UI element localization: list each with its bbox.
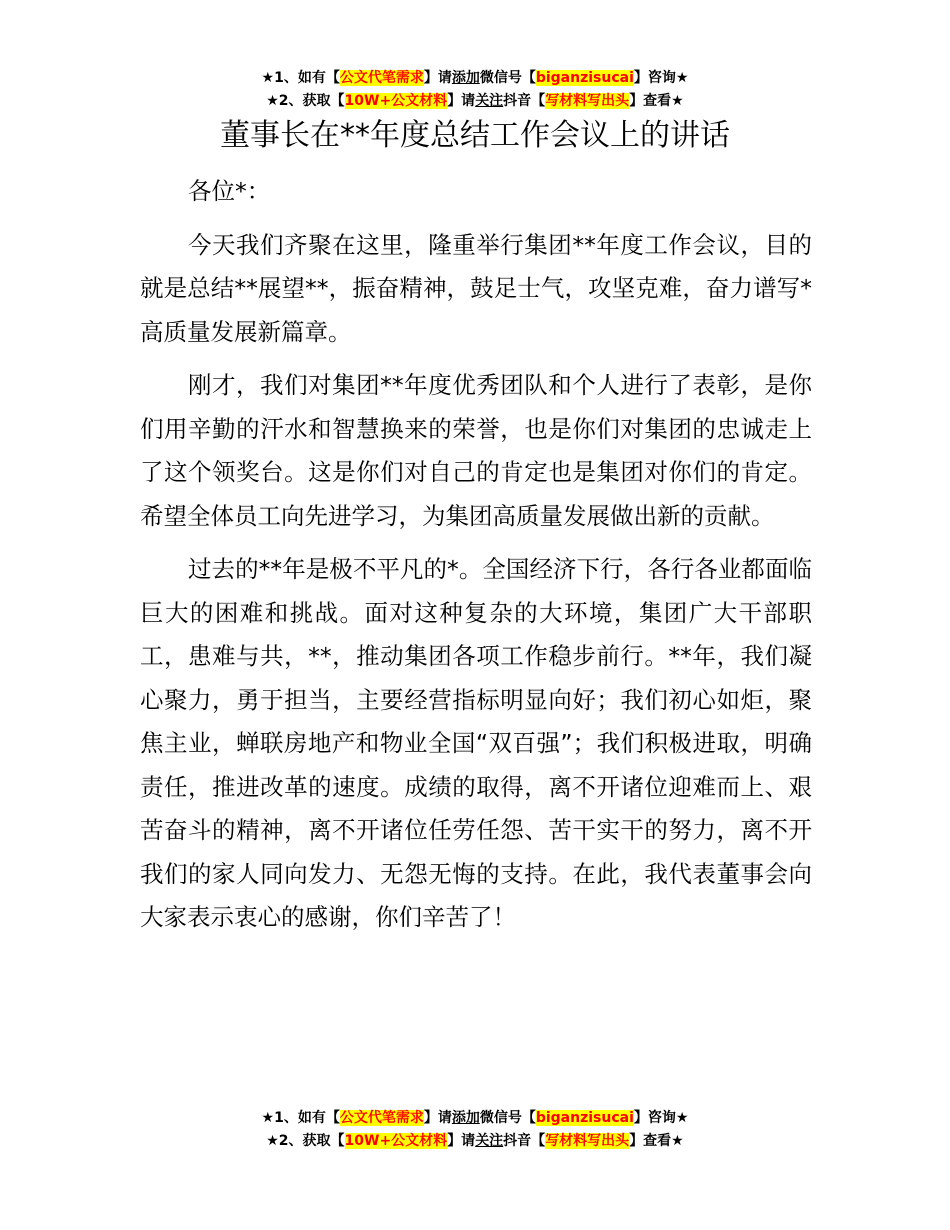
paragraph: 刚才，我们对集团**年度优秀团队和个人进行了表彰，是你们用辛勤的汗水和智慧换来的荣誉，也是你们对集团的忠诚走上了这个领奖台。这是你们对自己的肯定也是集团对你们的肯定。希望全体员工向先进学习，为集团高质量发展做出新的贡献。 — [140, 371, 812, 530]
promo-line-1 — [0, 1107, 950, 1130]
promo-banner-bottom — [0, 1107, 950, 1153]
promo-text: 】咨询★ — [633, 1110, 689, 1126]
promo-banner-top — [0, 67, 950, 113]
promo-text-underlined: 关注 — [475, 1133, 504, 1149]
salutation: 各位*： — [188, 177, 271, 205]
promo-highlight: 公文代笔需求 — [339, 70, 424, 86]
promo-highlight: 10W+公文材料 — [344, 93, 448, 109]
promo-text: 】请 — [447, 93, 476, 109]
promo-text: 微信号【 — [479, 70, 536, 86]
promo-highlight: 10W+公文材料 — [344, 1133, 448, 1149]
promo-text: ★2、获取【 — [266, 93, 345, 109]
promo-text-underlined: 关注 — [475, 93, 504, 109]
document-body — [140, 170, 812, 950]
promo-highlight: 公文代笔需求 — [339, 1110, 424, 1126]
promo-text: 抖音【 — [503, 93, 546, 109]
document-title: 董事长在**年度总结工作会议上的讲话 — [220, 118, 730, 153]
promo-text: 】查看★ — [629, 1133, 684, 1149]
promo-line-2 — [0, 90, 950, 113]
promo-highlight: biganzisucai — [535, 1110, 634, 1126]
promo-text: 】请 — [447, 1133, 476, 1149]
promo-text: 】咨询★ — [633, 70, 689, 86]
promo-line-2 — [0, 1130, 950, 1153]
promo-text: 】请 — [423, 70, 452, 86]
promo-text-underlined: 添加 — [451, 70, 480, 86]
promo-text: ★2、获取【 — [266, 1133, 345, 1149]
promo-text: 】请 — [423, 1110, 452, 1126]
paragraph: 今天我们齐聚在这里，隆重举行集团**年度工作会议，目的就是总结**展望**，振奋精神，鼓足士气，攻坚克难，奋力谱写*高质量发展新篇章。 — [140, 230, 812, 346]
promo-highlight: biganzisucai — [535, 70, 634, 86]
promo-text: 微信号【 — [479, 1110, 536, 1126]
promo-text: 抖音【 — [503, 1133, 546, 1149]
paragraph: 过去的**年是极不平凡的*。全国经济下行，各行各业都面临巨大的困难和挑战。面对这种复杂的大环境，集团广大干部职工，患难与共，**，推动集团各项工作稳步前行。**年，我们凝心聚力，勇于担当，主要经营指标明显向好；我们初心如炬，聚焦主业，蝉联房地产和物业全国“双百强”；我们积极进取，明确责任，推进改革的速度。成绩的取得，离不开诸位迎难而上、艰苦奋斗的精神，离不开诸位任劳任怨、苦干实干的努力，离不开我们的家人同向发力、无怨无悔的支持。在此，我代表董事会向大家表示衷心的感谢，你们辛苦了！ — [140, 555, 812, 931]
promo-text: 】查看★ — [629, 93, 684, 109]
promo-highlight: 写材料写出头 — [545, 93, 630, 109]
promo-text-underlined: 添加 — [451, 1110, 480, 1126]
promo-line-1 — [0, 67, 950, 90]
promo-text: ★1、如有【 — [261, 1110, 340, 1126]
promo-text: ★1、如有【 — [261, 70, 340, 86]
promo-highlight: 写材料写出头 — [545, 1133, 630, 1149]
